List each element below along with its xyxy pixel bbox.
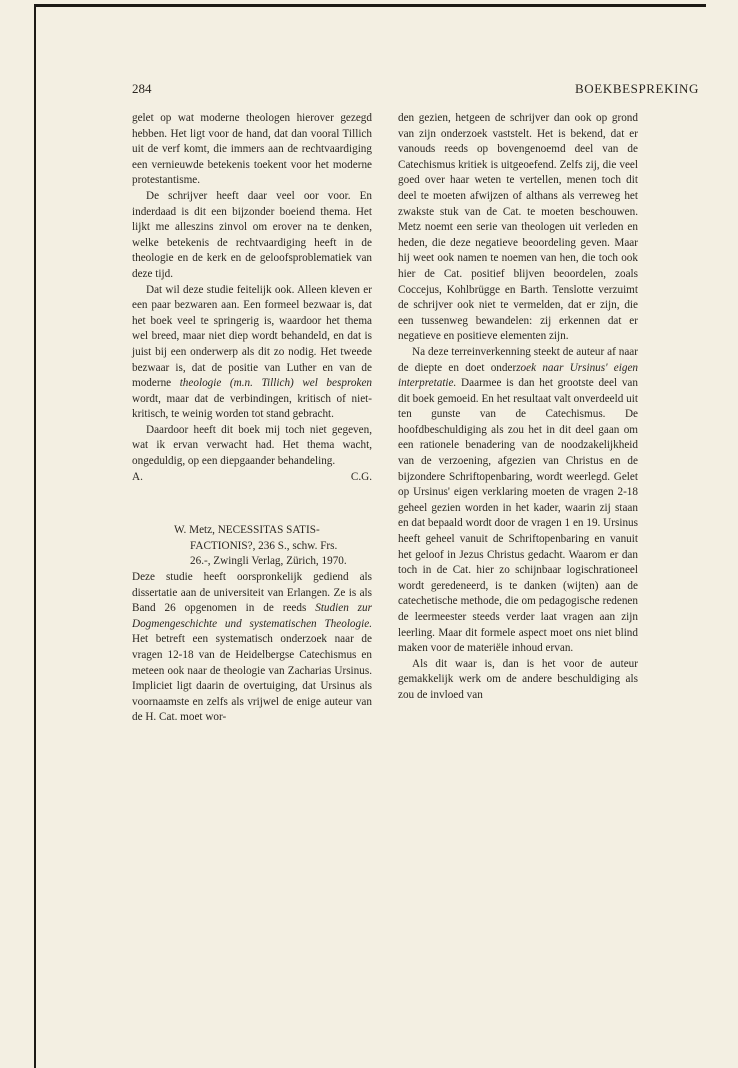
signature-initials: C.G. [350, 470, 372, 483]
paragraph: Daardoor heeft dit boek mij toch niet gegeven, wat ik ervan verwacht had. Het thema wacht, ongeduldig, op een diepgaander behandeling. [132, 423, 372, 468]
paragraph-text: Deze studie heeft oorspronkelijk gediend als dissertatie aan de universiteit van Erlangen. Ze is als Band 26 opgenomen in de reeds [132, 571, 372, 615]
right-column [398, 111, 638, 704]
review-heading-line: W. Metz, NECESSITAS SATIS- [174, 524, 320, 537]
paragraph-text: Het betreft een systematisch onderzoek naar de vragen 12-18 van de Heidelbergse Catechismus en meteen ook naar de theologie van Zacharias Ursinus. Impliciet ligt daarin de overtuiging, dat Ursinus als voornaamste en zelfs als vrijwel de enige auteur van de H. Cat. moet wor- [132, 633, 372, 724]
top-border-rule [34, 4, 706, 7]
left-column [132, 111, 372, 726]
paragraph [132, 283, 372, 423]
paragraph: den gezien, hetgeen de schrijver dan ook op grond van zijn onderzoek vaststelt. Het is bekend, dat er vanouds reeds op bovengenoemd deel van de Catechismus kritiek is uitgeoefend. Zelfs zij, die veel goed over haar weten te vertellen, menen toch dit deel te moeten afwijzen of althans als verreweg het zwakste stuk van de Cat. te moeten beschouwen. Metz noemt een serie van theologen uit verleden en heden, die deze negatieve beoordeling geven. Maar hij weet ook namen te noemen van hen, die toch ook hier de Cat. positief blijven beoordelen, zoals Coccejus, Kohlbrügge en Barth. Tenslotte verzuimt de schrijver ook niet te vermelden, dat er zijn, die een tussenweg bewandelen: zij erkennen dat er negatieve en positieve elementen zijn. [398, 112, 638, 343]
paragraph-text: Na deze terreinverkenning steekt de auteur af naar de diepte en doet onder [398, 345, 638, 374]
paragraph: Als dit waar is, dan is het voor de auteur gemakkelijk werk om de andere beschuldiging als zou de invloed van [398, 657, 638, 701]
paragraph [398, 345, 638, 657]
page-number: 284 [132, 81, 152, 96]
paragraph-text: Dat wil deze studie feitelijk ook. Alleen kleven er een paar bezwaren aan. Een formeel bezwaar is, dat het boek veel te springerig is, waardoor het thema wel breed, maar niet diep wordt behandeld, en dat is juist bij een onderwerp als dit zo nodig. Het tweede bezwaar is, dat de positie van Luther en van de moderne [132, 283, 372, 390]
italic-text: Studien zur Dogmengeschichte und systematischen Theologie. [132, 602, 372, 630]
running-head: BOEKBESPREKING [575, 81, 699, 96]
paragraph [132, 570, 372, 726]
paragraph-text: wordt, maar dat de verbindingen, kritisch of niet-kritisch, te weinig worden tot stand gebracht. [132, 392, 372, 421]
review-heading-line: 26.-, Zwingli Verlag, Zürich, 1970. [190, 555, 347, 568]
left-border-rule [34, 4, 36, 1068]
review-heading-line: FACTIONIS?, 236 S., schw. Frs. [190, 539, 338, 552]
signature-initial: A. [132, 470, 143, 483]
italic-text: theologie (m.n. Tillich) wel besproken [179, 377, 372, 390]
italic-text: zoek naar Ursinus' eigen interpretatie. [398, 361, 639, 390]
signature-line [132, 470, 372, 486]
paragraph: De schrijver heeft daar veel oor voor. En inderdaad is dit een bijzonder boeiend thema. Het lijkt me alleszins zinvol om erover na te denken, welke betekenis de rechtvaardiging heeft in de theologie en de kerk en de geloofsproblematiek van deze tijd. [132, 189, 372, 280]
paragraph-text: Daarmee is dan het grootste deel van dit boek gemoeid. En het resultaat valt onverdeeld uit ten gunste van de Catechismus. De hoofdbeschuldiging als zou het in dit deel gaan om een rationele benadering van de noodzakelijkheid van de verzoening, afgezien van Christus en de bijzondere Schriftopenbaring, wordt weerlegd. Gelet op Ursinus' eigen verklaring moeten de vragen 2-18 geheel gezien worden in het kader, waarin zij staan en dat bepaald wordt door de vragen 1 en 19. Ursinus heeft geheel vanuit de Schriftopenbaring en vanuit het geloof in Jezus Christus gedacht. Waarom er dan toch in de Cat. hier zo schijnbaar logischrationeel wordt geredeneerd, is te danken (wijten) aan de catechetische methode, die om pedagogische redenen de leermeester steeds verder laat vragen aan zijn leerling. Maar dit formele aspect moet ons niet blind maken voor de materiële inhoud ervan. [398, 377, 638, 655]
review-heading [132, 523, 372, 570]
paragraph: gelet op wat moderne theologen hierover gezegd hebben. Het ligt voor de hand, dat dan vooral Tillich uit de verf komt, die immers aan de rechtvaardiging een vernieuwde betekenis toekent voor het moderne protestantisme. [132, 112, 372, 187]
